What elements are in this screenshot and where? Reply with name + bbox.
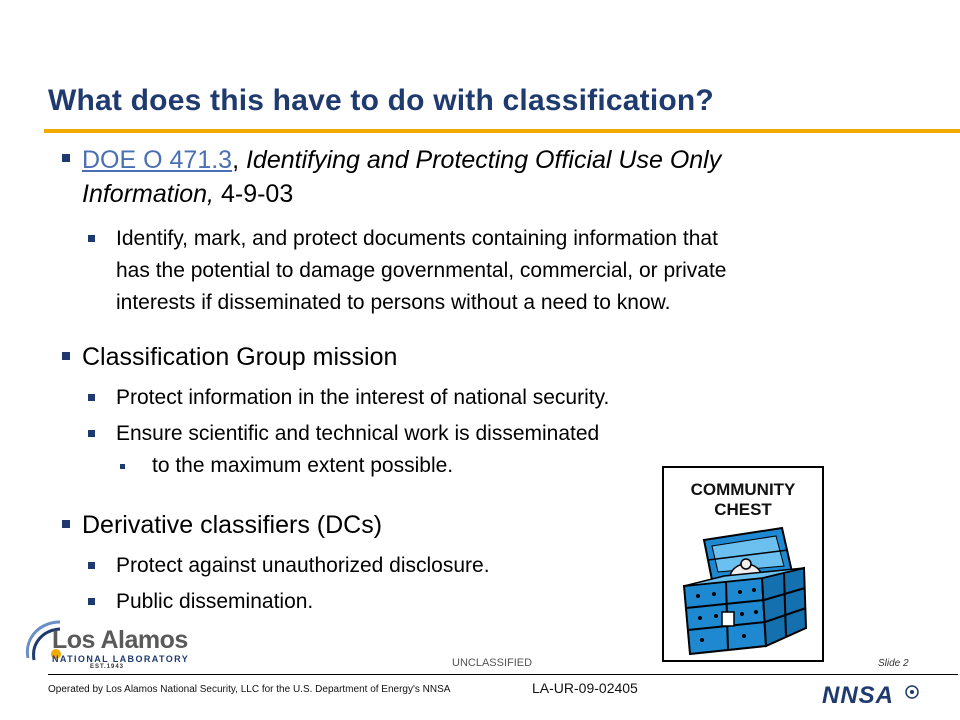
dcs-item-2: Public dissemination.: [116, 590, 314, 613]
bullet-marker: [88, 394, 95, 401]
bullet-marker: [62, 352, 70, 360]
mission-heading: Classification Group mission: [82, 343, 398, 371]
operated-by-text: Operated by Los Alamos National Security, LLC for the U.S. Department of Energy's NNSA: [48, 684, 451, 695]
bullet-doe-line2: [82, 177, 293, 211]
bullet-marker: [62, 154, 70, 162]
classification-marking: UNCLASSIFIED: [452, 657, 533, 669]
doe-order-link[interactable]: DOE O 471.3: [82, 146, 233, 174]
bullet-marker: [88, 562, 95, 569]
mission-item-1: Protect information in the interest of national security.: [116, 386, 610, 409]
logo-est: EST.1943: [90, 664, 125, 670]
doe-sub-line3: interests if disseminated to persons without a need to know.: [116, 291, 671, 314]
slide-title: What does this have to do with classification?: [48, 84, 714, 117]
mission-item-2-sub: to the maximum extent possible.: [152, 454, 454, 477]
bullet-marker: [88, 598, 95, 605]
bullet-marker: [88, 430, 95, 437]
community-chest-image: [662, 466, 824, 662]
footer-divider: [48, 674, 958, 675]
nnsa-star-icon: [904, 684, 920, 700]
doe-sub-line1: Identify, mark, and protect documents containing information that: [116, 227, 718, 250]
separator: ,: [232, 146, 240, 174]
dcs-item-1: Protect against unauthorized disclosure.: [116, 554, 490, 577]
slide-number: Slide 2: [878, 658, 909, 669]
chest-caption: [664, 480, 822, 520]
document-number: LA-UR-09-02405: [532, 680, 638, 696]
bullet-marker: [88, 235, 95, 242]
mission-item-2: Ensure scientific and technical work is disseminated: [116, 422, 600, 445]
nnsa-logo-text: NNSA: [822, 682, 895, 709]
chest-caption-line1: COMMUNITY: [690, 480, 796, 499]
doe-order-date: 4-9-03: [220, 180, 294, 208]
bullet-marker: [62, 520, 70, 528]
title-underline: [44, 129, 960, 133]
doe-sub-line2: has the potential to damage governmental, commercial, or private: [116, 259, 727, 282]
logo-name: Los Alamos: [52, 626, 188, 654]
nnsa-logo: [822, 684, 914, 708]
logo-subtitle: NATIONAL LABORATORY: [52, 654, 190, 664]
dcs-heading: Derivative classifiers (DCs): [82, 511, 383, 539]
doe-order-title-cont: Information,: [82, 180, 215, 208]
doe-order-title: Identifying and Protecting Official Use Only: [245, 146, 722, 174]
bullet-doe-line1: [82, 143, 721, 177]
treasure-chest-icon: [664, 520, 822, 660]
chest-caption-line2: CHEST: [714, 500, 772, 519]
bullet-marker: [120, 464, 125, 469]
